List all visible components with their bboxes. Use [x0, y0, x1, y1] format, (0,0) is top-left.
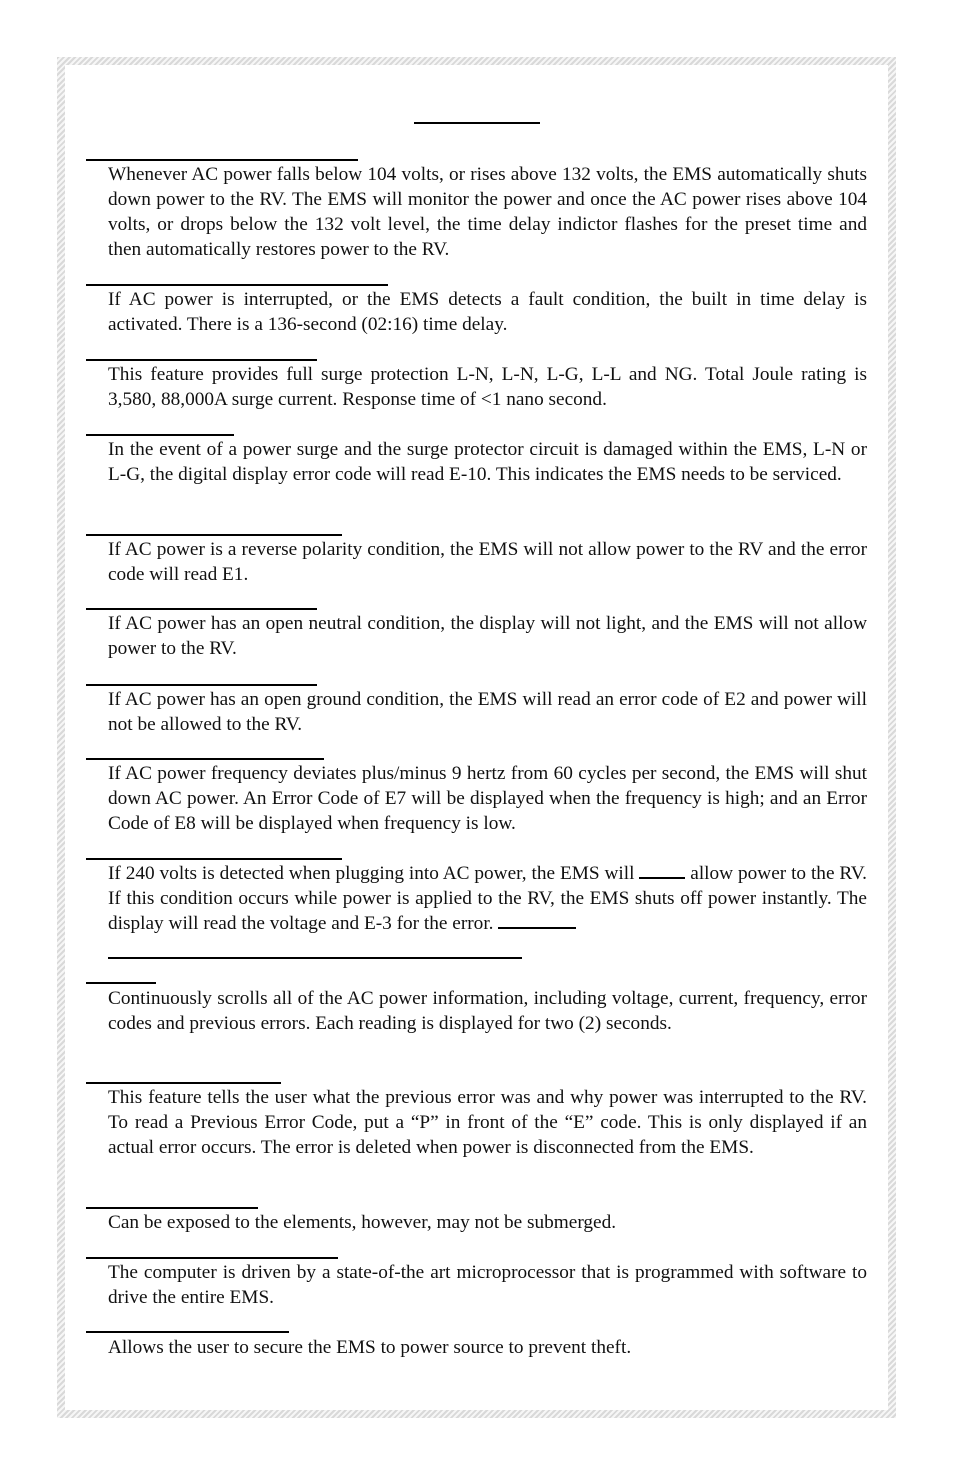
heading-underline: [86, 434, 234, 436]
low-high-voltage-paragraph: Whenever AC power falls below 104 volts, or rises above 132 volts, the EMS automatically shuts down power to the RV. The EMS will monitor the power and once the AC power rises above 104 volts, or drops below the 132 volt level, the time delay indictor flashes for the preset time and then automatically restores power to the RV.: [108, 164, 867, 260]
theft-lock-paragraph: Allows the user to secure the EMS to power source to prevent theft.: [108, 1337, 632, 1358]
fill-in-blank: [498, 913, 576, 929]
previous-error-paragraph: This feature tells the user what the previous error was and why power was interrupted to the RV. To read a Previous Error Code, put a “P” in front of the “E” code. This is only displayed if an actual error occurs. The error is deleted when power is disconnected from the EMS.: [108, 1087, 867, 1158]
end-note-underline: [108, 957, 522, 959]
heading-underline: [86, 758, 324, 760]
240-volt-text-a: If 240 volts is detected when plugging into AC power, the EMS will: [108, 863, 635, 884]
heading-underline: [86, 534, 342, 536]
heading-underline: [86, 159, 358, 161]
heading-underline: [86, 1257, 338, 1259]
scrolling-display-paragraph: Continuously scrolls all of the AC power information, including voltage, current, frequency, error codes and previous errors. Each reading is displayed for two (2) seconds.: [108, 988, 867, 1034]
240-volt-paragraph: [108, 861, 867, 936]
microprocessor-paragraph: The computer is driven by a state-of-the art microprocessor that is programmed with software to drive the entire EMS.: [108, 1262, 867, 1308]
title-underline: [414, 122, 540, 124]
heading-underline: [86, 1207, 258, 1209]
open-ground-paragraph: If AC power has an open ground condition, the EMS will read an error code of E2 and power will not be allowed to the RV.: [108, 689, 867, 735]
frequency-paragraph: If AC power frequency deviates plus/minus 9 hertz from 60 cycles per second, the EMS will shut down AC power. An Error Code of E7 will be displayed when the frequency is high; and an Error Code of E8 will be displayed when frequency is low.: [108, 763, 867, 834]
heading-underline: [86, 359, 317, 361]
240-volt-text-b: allow power to the RV. If this condition occurs while power is applied to the RV, the EMS shuts off power instantly. The display will read the voltage and E-3 for the error.: [108, 863, 867, 934]
time-delay-paragraph: If AC power is interrupted, or the EMS detects a fault condition, the built in time delay is activated. There is a 136-second (02:16) time delay.: [108, 289, 867, 335]
heading-underline: [86, 982, 156, 984]
open-neutral-paragraph: If AC power has an open neutral condition, the display will not light, and the EMS will not allow power to the RV.: [108, 613, 867, 659]
heading-underline: [86, 858, 342, 860]
weather-paragraph: Can be exposed to the elements, however, may not be submerged.: [108, 1212, 617, 1233]
heading-underline: [86, 1082, 281, 1084]
reverse-polarity-paragraph: If AC power is a reverse polarity condition, the EMS will not allow power to the RV and the error code will read E1.: [108, 539, 867, 585]
surge-failure-paragraph: In the event of a power surge and the surge protector circuit is damaged within the EMS, L-N or L-G, the digital display error code will read E-10. This indicates the EMS needs to be serviced.: [108, 439, 867, 485]
heading-underline: [86, 1331, 289, 1333]
fill-in-blank: [639, 863, 685, 879]
heading-underline: [86, 608, 317, 610]
heading-underline: [86, 284, 388, 286]
surge-protection-paragraph: This feature provides full surge protection L-N, L-N, L-G, L-L and NG. Total Joule rating is 3,580, 88,000A surge current. Response time of <1 nano second.: [108, 364, 867, 410]
heading-underline: [86, 684, 317, 686]
